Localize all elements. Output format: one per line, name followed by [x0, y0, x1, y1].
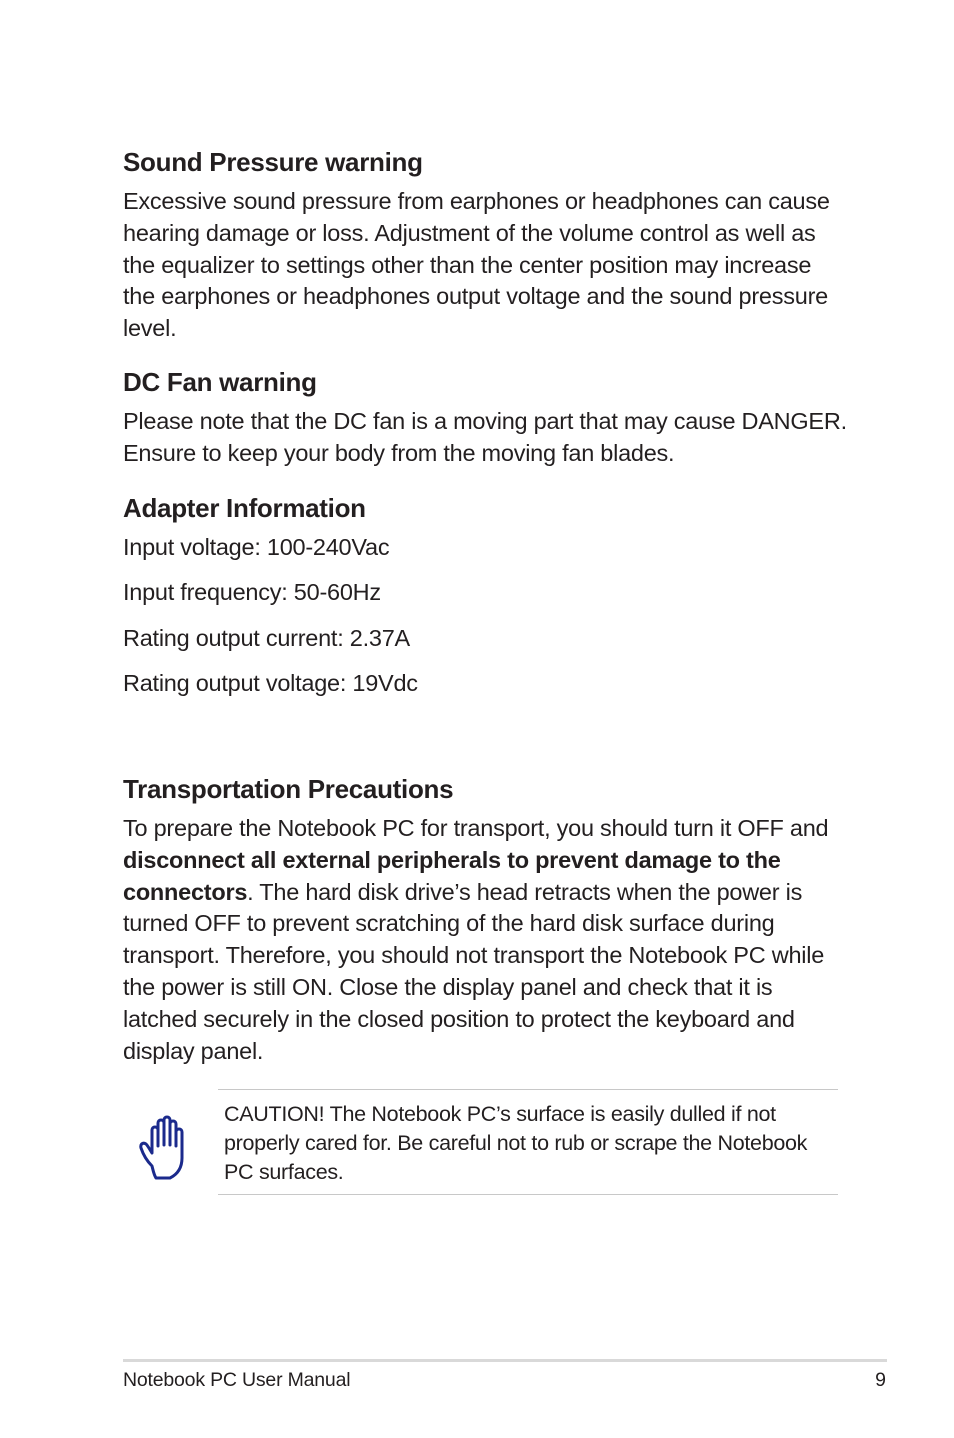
- transport-body-start: To prepare the Notebook PC for transport, you should turn it OFF and: [123, 815, 829, 841]
- adapter-spec-output-voltage: Rating output voltage: 19Vdc: [123, 670, 418, 697]
- sound-pressure-section: [123, 146, 843, 345]
- footer-divider: [123, 1359, 887, 1362]
- transport-body-bold: disconnect all external peripherals to prevent damage to the connectors: [123, 846, 781, 905]
- dc-fan-section: [123, 366, 853, 470]
- transport-section: [123, 773, 833, 1067]
- dc-fan-heading: DC Fan warning: [123, 367, 317, 397]
- transport-body-end: . The hard disk drive’s head retracts when the power is turned OFF to prevent scratching of the hard disk surface during transport. Therefore, you should not transport the Notebook PC while the power is still ON. Close the display panel and check that it is latched securely in the closed position to protect the keyboard and display panel.: [123, 878, 825, 1064]
- sound-pressure-body: Excessive sound pressure from earphones or headphones can cause hearing damage or loss. Adjustment of the volume control as well as the equalizer to settings other than the center position may increase the earphones or headphones output voltage and the sound pressure level.: [123, 188, 830, 342]
- footer-title: Notebook PC User Manual: [123, 1369, 351, 1391]
- adapter-heading: Adapter Information: [123, 493, 366, 523]
- adapter-section: [123, 492, 418, 700]
- page-number: 9: [875, 1369, 886, 1391]
- adapter-spec-input-voltage: Input voltage: 100-240Vac: [123, 534, 390, 560]
- dc-fan-body: Please note that the DC fan is a moving part that may cause DANGER. Ensure to keep your body from the moving fan blades.: [123, 408, 847, 466]
- hand-stop-icon: [138, 1112, 190, 1182]
- adapter-spec-output-current: Rating output current: 2.37A: [123, 624, 410, 651]
- caution-text: CAUTION! The Notebook PC’s surface is easily dulled if not properly cared for. Be careful not to rub or scrape the Notebook PC surfaces.: [224, 1102, 808, 1184]
- adapter-spec-input-frequency: Input frequency: 50-60Hz: [123, 579, 381, 606]
- transport-body: [123, 813, 833, 1067]
- caution-box: [218, 1089, 838, 1195]
- sound-pressure-heading: Sound Pressure warning: [123, 147, 423, 177]
- transport-heading: Transportation Precautions: [123, 774, 454, 804]
